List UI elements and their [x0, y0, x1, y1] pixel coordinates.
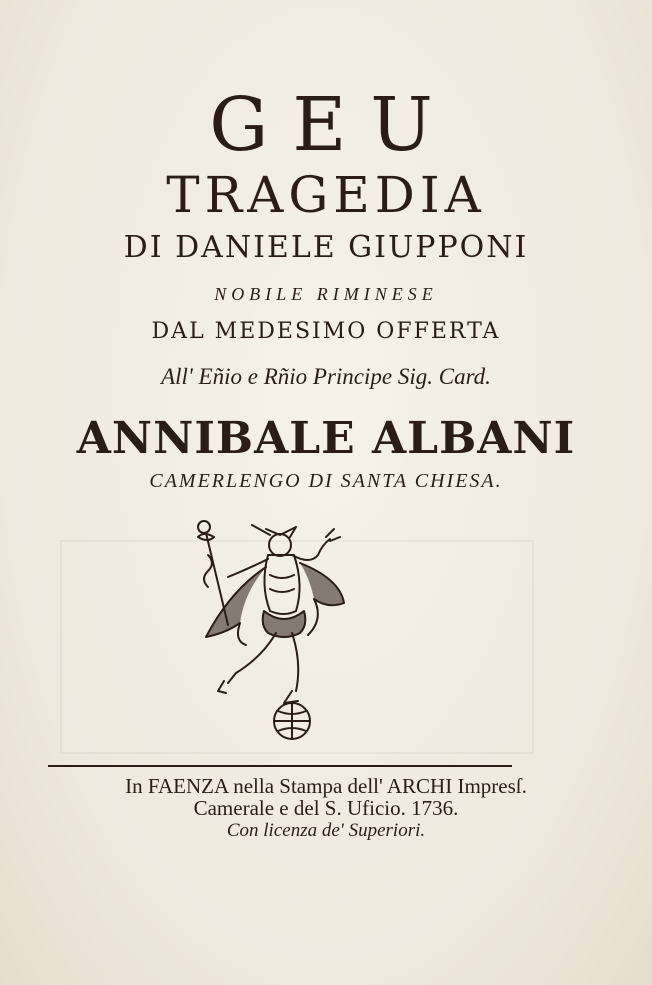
- author-line: DI DANIELE GIUPPONI: [123, 230, 529, 265]
- offered-line: DAL MEDESIMO OFFERTA: [151, 319, 501, 344]
- dedicatee-name: ANNIBALE ALBANI: [76, 413, 576, 464]
- book-title: GEU: [209, 82, 457, 168]
- dedication-line: All' Eñio e Rñio Principe Sig. Card.: [161, 364, 491, 389]
- imprint-rule: [48, 765, 512, 767]
- license-line: Con licenza de' Superiori.: [226, 820, 426, 841]
- imprint-line-2: Camerale e del S. Uficio. 1736.: [193, 796, 459, 820]
- mercury-woodcut-icon: [180, 515, 360, 745]
- dedicatee-office: CAMERLENGO DI SANTA CHIESA.: [149, 470, 503, 492]
- imprint-line: In FAENZA nella Stampa dell' ARCHI Impresſ.: [125, 774, 527, 798]
- author-rank: NOBILE RIMINESE: [214, 284, 438, 304]
- genre-heading: TRAGEDIA: [166, 166, 486, 224]
